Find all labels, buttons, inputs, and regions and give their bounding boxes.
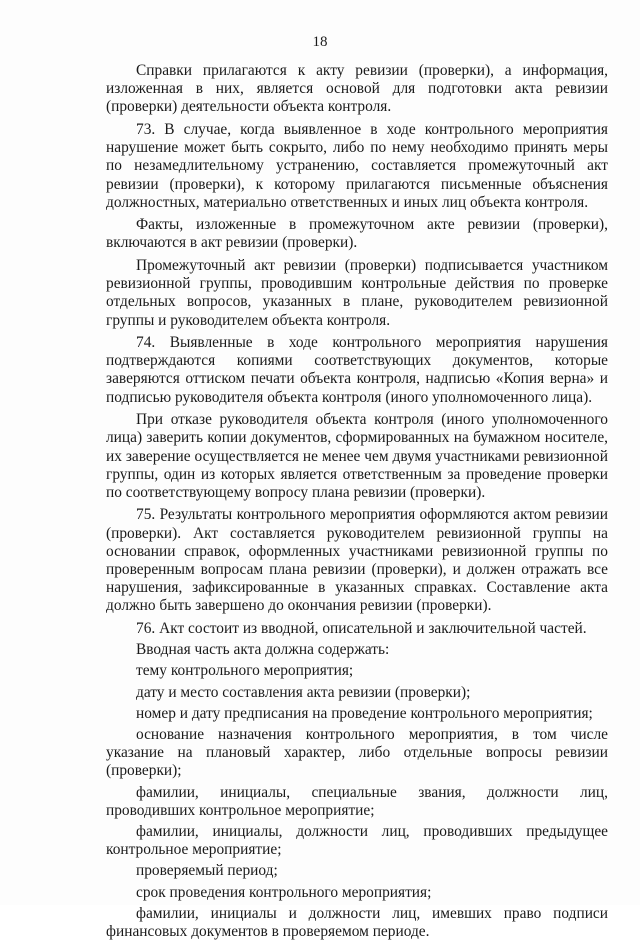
paragraph-76: 76. Акт состоит из вводной, описательной и заключительной частей.: [136, 619, 587, 637]
list-item-previous-inspectors: фамилии, инициалы, должности лиц, проводивших предыдущее контрольное мероприятие;: [106, 823, 608, 859]
paragraph-intro-part-contents: Вводная часть акта должна содержать:: [136, 641, 390, 659]
paragraph-interim-act-signed: Промежуточный акт ревизии (проверки) подписывается участником ревизионной группы, проводившим контрольные действия по проверке отдельных вопросов, указанных в плане, руководителем ревизионной группы и руководителем объекта контроля.: [106, 256, 608, 329]
list-item-duration: срок проведения контрольного мероприятия;: [136, 883, 432, 901]
list-item-signatories: фамилии, инициалы и должности лиц, имевших право подписи финансовых документов в проверяемом периоде.: [106, 904, 608, 941]
list-item-inspectors: фамилии, инициалы, специальные звания, должности лиц, проводивших контрольное мероприятие;: [106, 783, 608, 819]
paragraph-facts-included: Факты, изложенные в промежуточном акте ревизии (проверки), включаются в акт ревизии (проверки).: [106, 216, 608, 252]
paragraph-refusal-to-certify: При отказе руководителя объекта контроля (иного уполномоченного лица) заверить копии документов, сформированных на бумажном носителе, их заверение осуществляется не менее чем двумя участниками ревизионной группы, один из которых является ответственным за проведение проверки по соответствующему вопросу плана ревизии (проверки).: [106, 411, 608, 501]
document-body: [106, 62, 608, 944]
paragraph-74: 74. Выявленные в ходе контрольного мероприятия нарушения подтверждаются копиями соответствующих документов, которые заверяются оттиском печати объекта контроля, надписью «Копия верна» и подписью руководителя объекта контроля (иного уполномоченного лица).: [106, 334, 608, 406]
list-item-order-number: номер и дату предписания на проведение контрольного мероприятия;: [136, 704, 593, 722]
paragraph-reports-attached: Справки прилагаются к акту ревизии (проверки), а информация, изложенная в них, является основой для подготовки акта ревизии (проверки) деятельности объекта контроля.: [106, 62, 608, 116]
list-item-basis: основание назначения контрольного мероприятия, в том числе указание на плановый характер, либо отдельные вопросы ревизии (проверки);: [106, 725, 608, 780]
list-item-topic: тему контрольного мероприятия;: [136, 662, 354, 680]
list-item-date-place: дату и место составления акта ревизии (проверки);: [136, 683, 471, 701]
page-number: 18: [312, 34, 328, 50]
list-item-period: проверяемый период;: [136, 862, 278, 880]
paragraph-75: 75. Результаты контрольного мероприятия оформляются актом ревизии (проверки). Акт составляется руководителем ревизионной группы на основании справок, оформленных участниками ревизионной группы по проверенным вопросам плана ревизии (проверки), и должен отражать все нарушения, зафиксированные в указанных справках. Составление акта должно быть завершено до окончания ревизии (проверки).: [106, 506, 608, 615]
paragraph-73: 73. В случае, когда выявленное в ходе контрольного мероприятия нарушение может быть сокрыто, либо по нему необходимо принять меры по незамедлительному устранению, составляется промежуточный акт ревизии (проверки), к которому прилагаются письменные объяснения должностных, материально ответственных и иных лиц объекта контроля.: [106, 120, 608, 211]
